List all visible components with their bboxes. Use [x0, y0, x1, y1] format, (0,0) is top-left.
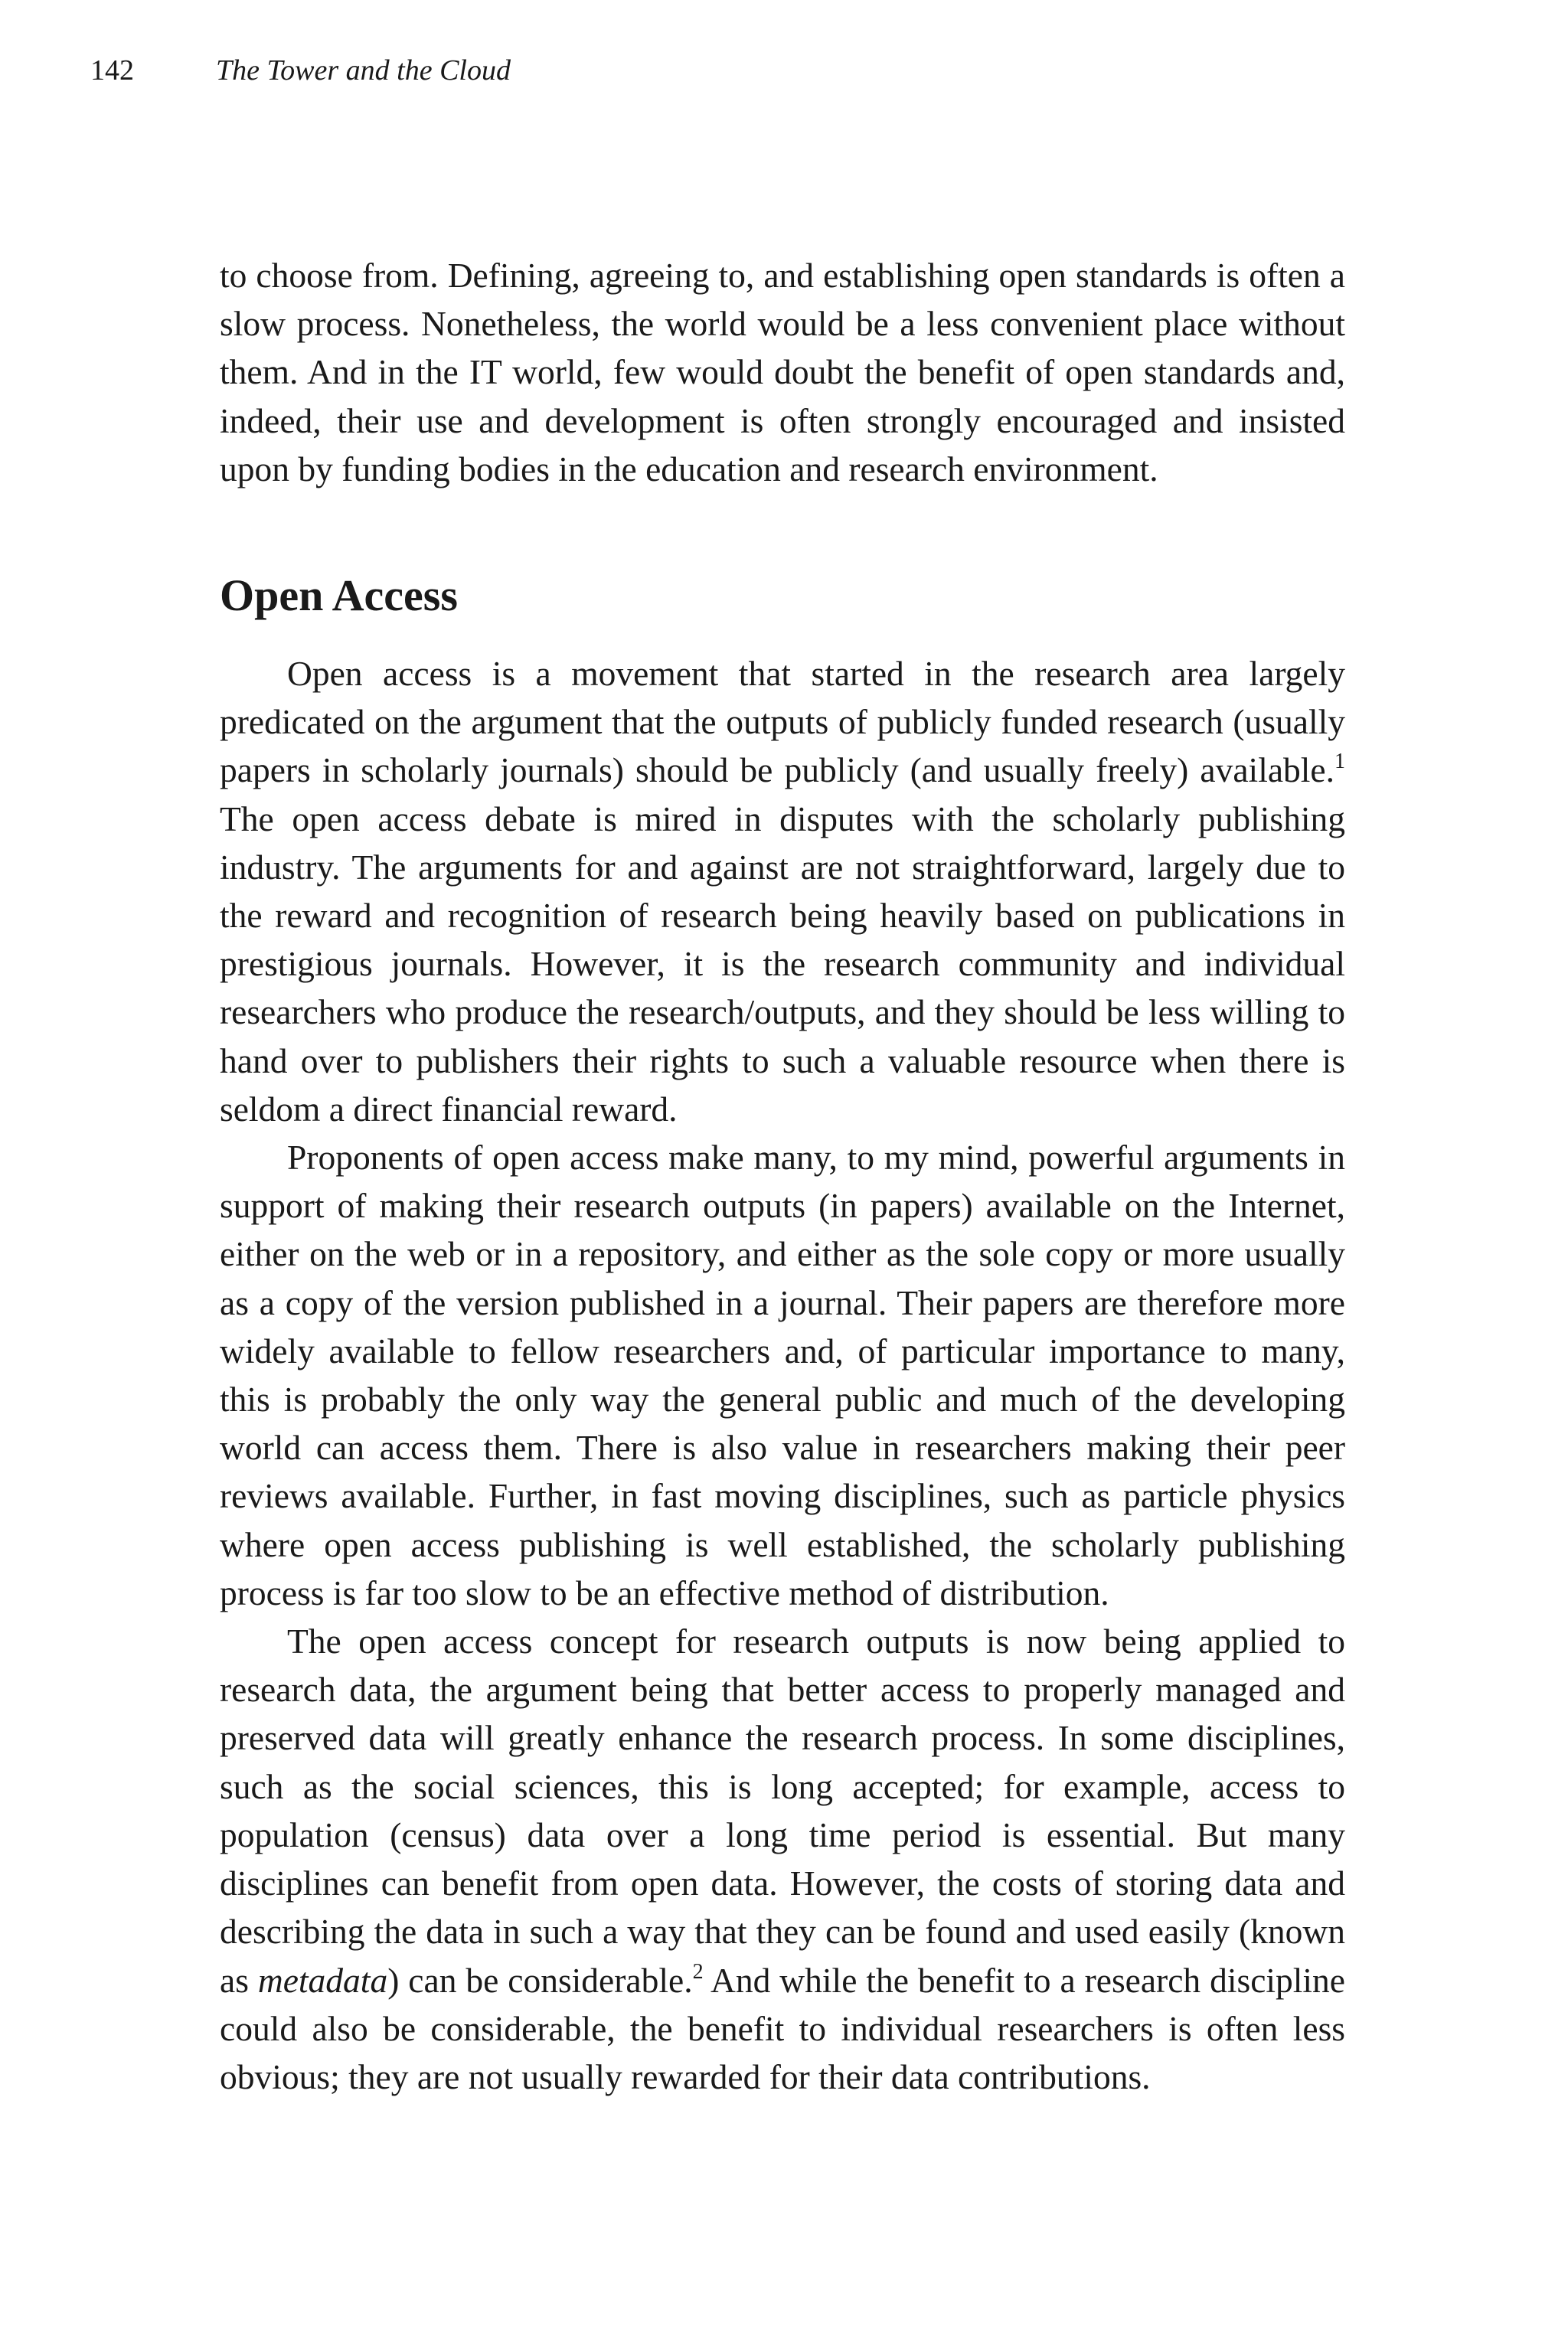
paragraph-proponents: Proponents of open access make many, to my mind, powerful arguments in support of making their research outputs (in papers) available on the Internet, either on the web or in a repository, and either as the sole copy or more usually as a copy of the version published in a journal. Their papers are therefore more widely available to fellow researchers and, of particular importance to many, this is probably the only way the general public and much of the developing world can access them. There is also value in researchers making their peer reviews available. Further, in fast moving disciplines, such as particle physics where open access publishing is well established, the scholarly publishing process is far too slow to be an effective method of distribution. [220, 1138, 1345, 1612]
paragraph-text: ) can be considerable. [387, 1960, 693, 2000]
page-body [220, 251, 1345, 2101]
paragraph-research-data [220, 1617, 1345, 2101]
page-number: 142 [90, 54, 134, 87]
paragraph-text: The open access debate is mired in disputes with the scholarly publishing industry. The arguments for and against are not straightforward, largely due to the reward and recognition of research being heavily based on publications in prestigious journals. However, it is the research community and individual researchers who produce the research/outputs, and they should be less willing to hand over to publishers their rights to such a valuable resource when there is seldom a direct financial reward. [220, 799, 1345, 1129]
paragraph-text: Open access is a movement that started in the research area largely predicated on the argument that the outputs of publicly funded research (usually papers in scholarly journals) should be publicly (and usually freely) available. [220, 654, 1345, 790]
section-heading: Open Access [220, 570, 458, 621]
italic-term: metadata [257, 1960, 388, 2000]
paragraph-text: And while the benefit to a research discipline could also be considerable, the benefit to individual researchers is often less obvious; they are not usually rewarded for their data contributions. [220, 1960, 1346, 2096]
footnote-reference: 1 [1334, 750, 1345, 774]
running-head-title: The Tower and the Cloud [216, 54, 511, 87]
intro-paragraph: to choose from. Defining, agreeing to, and establishing open standards is often a slow process. Nonetheless, the world would be a less convenient place without them. And in the IT world, few would doubt the benefit of open standards and, indeed, their use and development is often strongly encouraged and insisted upon by funding bodies in the education and research environment. [220, 256, 1345, 488]
running-head [0, 47, 1568, 93]
footnote-reference: 2 [692, 1959, 704, 1984]
paragraph-text: The open access concept for research outputs is now being applied to research data, the argument being that better access to properly managed and preserved data will greatly enhance the research process. In some disciplines, such as the social sciences, this is long accepted; for example, access to population (census) data over a long time period is essential. But many disciplines can benefit from open data. However, the costs of storing data and describing the data in such a way that they can be found and used easily (known as [220, 1622, 1345, 2000]
paragraph-open-access-definition [220, 649, 1345, 1133]
